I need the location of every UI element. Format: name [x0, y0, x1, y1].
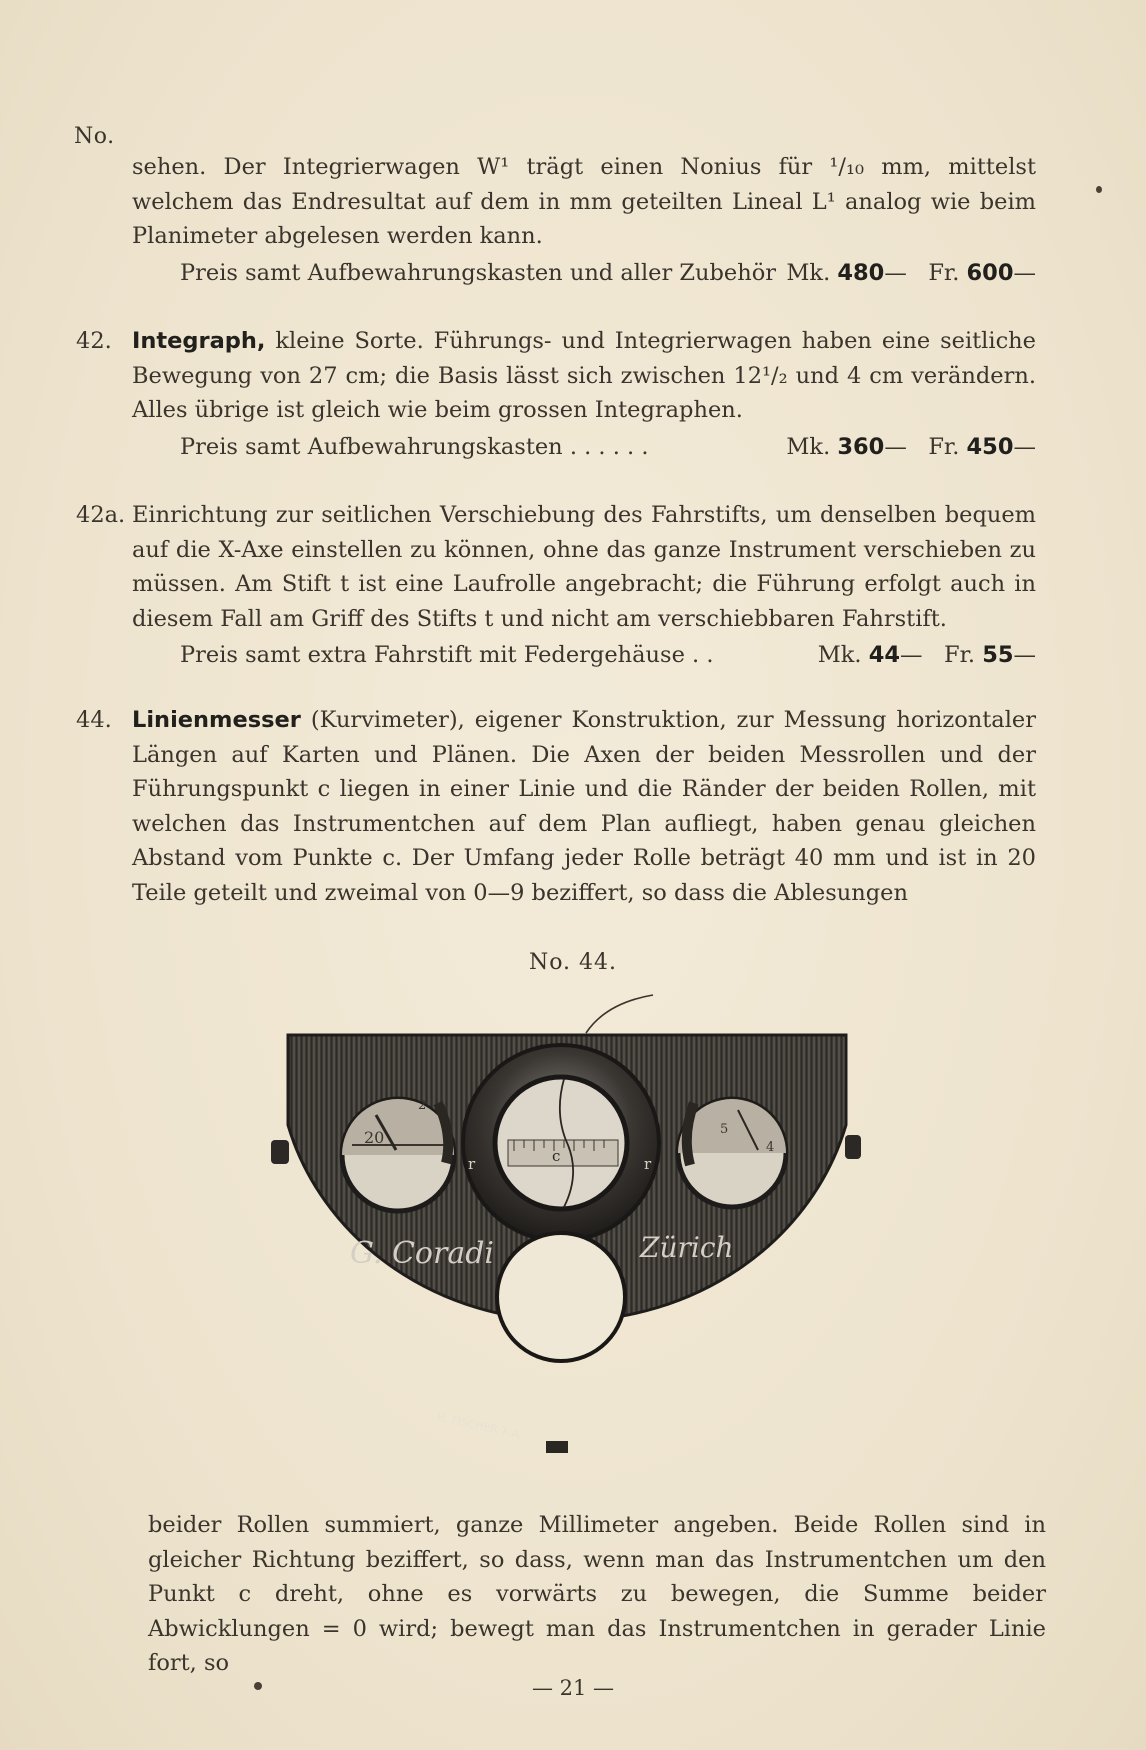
entry-text: Einrichtung zur seitlichen Verschiebung des Fahrstifts, um denselben bequem auf die X-Axe einstellen zu können, ohne das ganze Instrument verschieben zu müssen. Am Stift t ist eine Laufrolle angebracht; die Führung erfolgt auch in diesem Fall am Griff des Stifts t und nicht am verschiebbaren Fahrstift.	[132, 502, 1036, 632]
price-amount	[786, 430, 1036, 465]
svg-text:2: 2	[418, 1098, 427, 1113]
price-line	[180, 256, 1036, 290]
mk-label: Mk.	[786, 259, 831, 286]
price-label: Preis samt Aufbewahrungskasten und aller Zubehör	[180, 259, 777, 286]
svg-text:5: 5	[720, 1122, 729, 1137]
price-dash: —	[884, 433, 907, 460]
price-amount	[786, 256, 1036, 291]
mk-label: Mk.	[786, 433, 831, 460]
price-dash: —	[1013, 259, 1036, 286]
entry-continued	[76, 150, 1036, 290]
engraving-city: Zürich	[640, 1231, 734, 1264]
entry-heading: Integraph,	[132, 328, 266, 354]
mk-value: 480	[837, 259, 885, 286]
entry-text: sehen. Der Integrierwagen W¹ trägt einen Nonius für ¹/₁₀ mm, mittelst welchem das Endresultat auf dem in mm geteilten Lineal L¹ analog wie beim Planimeter abgelesen werden kann.	[132, 154, 1036, 249]
entry-text	[132, 324, 1036, 428]
price-dash: —	[900, 642, 923, 668]
price-line	[180, 430, 1036, 464]
price-amount	[818, 638, 1036, 673]
entry-number: 42.	[76, 328, 112, 354]
continuation-text: beider Rollen summiert, ganze Millimeter angeben. Beide Rollen sind in gleicher Richtung beziffert, so dass, wenn man das Instrumentchen um den Punkt c dreht, ohne es vorwärts zu bewegen, die Summe beider Abwicklungen = 0 wird; bewegt man das Instrumentchen in gerader Linie fort, so	[148, 1512, 1046, 1676]
entry-description: (Kurvimeter), eigener Konstruktion, zur Messung horizontaler Längen auf Karten und Plänen. Die Axen der beiden Messrollen und der Führungspunkt c liegen in einer Linie und die Ränder der beiden Rollen, mit welchen das Instrumentchen auf dem Plan aufliegt, haben genau gleichen Abstand vom Punkte c. Der Umfang jeder Rolle beträgt 40 mm und ist in 20 Teile geteilt und zweimal von 0—9 beziffert, so dass die Ablesungen	[132, 707, 1036, 906]
mk-value: 44	[868, 642, 900, 668]
fr-label: Fr.	[943, 642, 976, 668]
entry-44	[76, 703, 1036, 910]
figure-caption: No. 44.	[528, 950, 618, 975]
point-c-label: c	[552, 1147, 561, 1165]
roller-label-right: r	[644, 1155, 652, 1173]
price-label: Preis samt extra Fahrstift mit Federgehäuse . .	[180, 642, 714, 668]
price-label: Preis samt Aufbewahrungskasten . . . . . .	[180, 433, 649, 460]
price-dash: —	[1013, 642, 1036, 668]
fr-value: 450	[966, 433, 1014, 460]
fr-value: 55	[982, 642, 1014, 668]
entry-heading: Linienmesser	[132, 707, 301, 733]
column-no-label: No.	[74, 124, 115, 149]
price-line	[180, 638, 1036, 672]
fr-label: Fr.	[928, 259, 960, 286]
price-dash: —	[884, 259, 907, 286]
paper-speck	[1096, 186, 1102, 193]
entry-number: 42a.	[76, 502, 126, 528]
fr-label: Fr.	[928, 433, 960, 460]
paper-speck	[254, 1682, 262, 1690]
engraving-maker: G. Coradi	[350, 1236, 495, 1271]
mk-value: 360	[837, 433, 885, 460]
svg-text:20: 20	[364, 1128, 385, 1147]
page-number: — 21 —	[531, 1676, 615, 1700]
entry-42a	[76, 498, 1036, 672]
entry-text	[132, 703, 1036, 910]
linienmesser-illustration	[268, 985, 868, 1455]
fr-value: 600	[966, 259, 1014, 286]
svg-text:4: 4	[766, 1140, 775, 1155]
entry-number: 44.	[76, 707, 112, 733]
entry-description: kleine Sorte. Führungs- und Integrierwagen haben eine seitliche Bewegung von 27 cm; die Basis lässt sich zwischen 12¹/₂ und 4 cm verändern. Alles übrige ist gleich wie beim grossen Integraphen.	[132, 328, 1036, 423]
price-dash: —	[1013, 433, 1036, 460]
entry-42	[76, 324, 1036, 464]
mk-label: Mk.	[817, 642, 862, 668]
roller-label-left: r	[468, 1155, 476, 1173]
engraver-mark: H. FISCHER X.A.	[435, 1410, 524, 1442]
